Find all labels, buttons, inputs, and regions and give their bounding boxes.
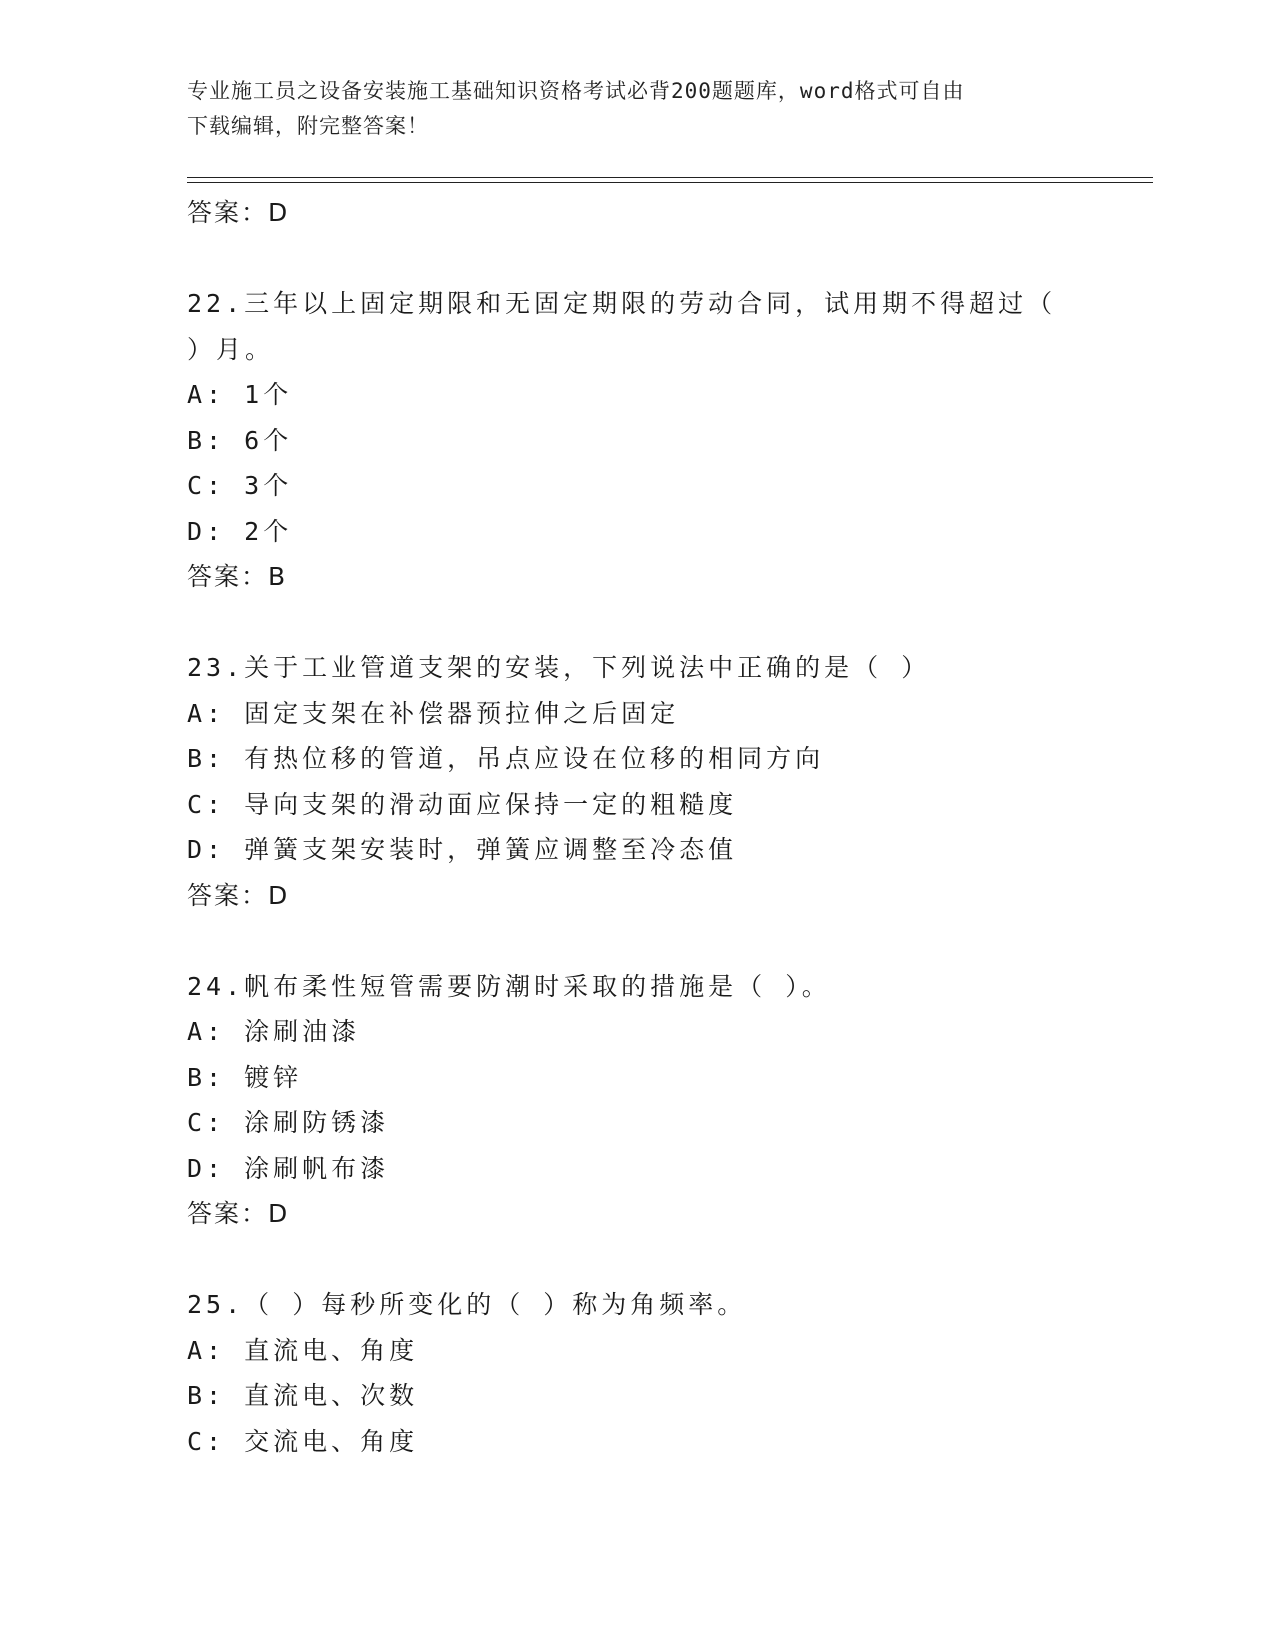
option-c: C: 导向支架的滑动面应保持一定的粗糙度 bbox=[187, 789, 738, 819]
question-stem: ）月。 bbox=[187, 334, 275, 364]
option-c: C: 3个 bbox=[187, 471, 293, 500]
option-a: A: 固定支架在补偿器预拉伸之后固定 bbox=[187, 698, 680, 728]
question-content bbox=[187, 190, 1087, 1464]
header-rule-top bbox=[187, 177, 1153, 178]
option-c: C: 涂刷防锈漆 bbox=[187, 1108, 390, 1137]
question-23 bbox=[187, 645, 1087, 918]
question-stem: 23.关于工业管道支架的安装，下列说法中正确的是（ ） bbox=[187, 653, 931, 682]
option-b: B: 直流电、次数 bbox=[187, 1381, 419, 1410]
option-b: B: 有热位移的管道，吊点应设在位移的相同方向 bbox=[187, 744, 825, 773]
page-header bbox=[187, 74, 1067, 144]
spacer bbox=[187, 600, 1087, 646]
option-a: A: 直流电、角度 bbox=[187, 1335, 419, 1365]
option-b: B: 镀锌 bbox=[187, 1062, 303, 1092]
option-b: B: 6个 bbox=[187, 425, 293, 455]
answer-line: 答案：B bbox=[187, 562, 288, 591]
answer-line: 答案：D bbox=[187, 880, 290, 910]
option-a: A: 涂刷油漆 bbox=[187, 1017, 361, 1046]
question-25 bbox=[187, 1282, 1087, 1464]
header-line-2: 下载编辑，附完整答案！ bbox=[187, 114, 429, 138]
option-d: D: 2个 bbox=[187, 516, 293, 546]
question-22 bbox=[187, 281, 1087, 600]
question-stem: 24.帆布柔性短管需要防潮时采取的措施是（ ）。 bbox=[187, 971, 831, 1001]
question-stem: 25.（ ）每秒所变化的（ ）称为角频率。 bbox=[187, 1290, 747, 1319]
question-stem: 22.三年以上固定期限和无固定期限的劳动合同，试用期不得超过（ bbox=[187, 289, 1057, 318]
spacer bbox=[187, 236, 1087, 282]
answer-line: 答案：D bbox=[187, 198, 290, 227]
header-line-1: 专业施工员之设备安装施工基础知识资格考试必背200题题库，word格式可自由 bbox=[187, 79, 965, 103]
answer-line: 答案：D bbox=[187, 1199, 290, 1228]
option-d: D: 弹簧支架安装时，弹簧应调整至冷态值 bbox=[187, 835, 738, 864]
option-c: C: 交流电、角度 bbox=[187, 1426, 419, 1456]
option-a: A: 1个 bbox=[187, 380, 293, 409]
option-d: D: 涂刷帆布漆 bbox=[187, 1153, 390, 1183]
question-24 bbox=[187, 964, 1087, 1237]
spacer bbox=[187, 1237, 1087, 1283]
spacer bbox=[187, 918, 1087, 964]
header-rule-bottom bbox=[187, 182, 1153, 183]
